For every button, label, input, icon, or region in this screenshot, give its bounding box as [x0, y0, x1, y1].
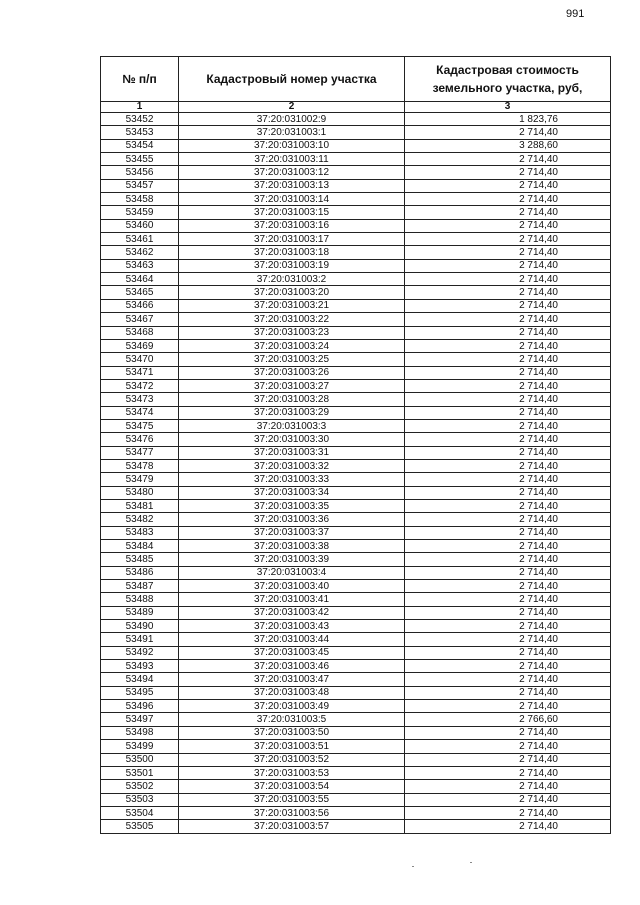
cadastral-number-cell: 37:20:031003:1 — [179, 126, 405, 139]
row-index-cell: 53466 — [101, 299, 179, 312]
row-index-cell: 53498 — [101, 726, 179, 739]
cadastral-number-cell: 37:20:031003:21 — [179, 299, 405, 312]
cadastral-number-cell: 37:20:031003:28 — [179, 393, 405, 406]
cadastral-value-cell: 1 823,76 — [405, 113, 611, 126]
table-row — [101, 406, 611, 419]
row-index-cell: 53458 — [101, 193, 179, 206]
cadastral-number-cell: 37:20:031003:52 — [179, 753, 405, 766]
cadastral-value-cell: 2 714,40 — [405, 673, 611, 686]
table-row — [101, 433, 611, 446]
cadastral-number-cell: 37:20:031003:46 — [179, 660, 405, 673]
row-index-cell: 53462 — [101, 246, 179, 259]
cadastral-value-cell: 2 714,40 — [405, 686, 611, 699]
row-index-cell: 53490 — [101, 620, 179, 633]
scan-speck — [470, 862, 472, 863]
table-row — [101, 486, 611, 499]
row-index-cell: 53482 — [101, 513, 179, 526]
cadastral-value-cell: 2 714,40 — [405, 126, 611, 139]
cadastral-number-cell: 37:20:031003:23 — [179, 326, 405, 339]
table-row — [101, 713, 611, 726]
table-row — [101, 126, 611, 139]
table-row — [101, 379, 611, 392]
row-index-cell: 53464 — [101, 273, 179, 286]
cadastral-number-cell: 37:20:031003:56 — [179, 806, 405, 819]
cadastral-value-cell: 2 714,40 — [405, 780, 611, 793]
cadastral-value-cell: 2 714,40 — [405, 700, 611, 713]
table-row — [101, 339, 611, 352]
cadastral-value-cell: 2 714,40 — [405, 820, 611, 833]
cadastral-number-cell: 37:20:031003:5 — [179, 713, 405, 726]
cadastral-value-cell: 2 714,40 — [405, 233, 611, 246]
table-row — [101, 686, 611, 699]
table-body — [101, 113, 611, 834]
cadastral-number-cell: 37:20:031003:40 — [179, 580, 405, 593]
cadastral-value-cell: 2 714,40 — [405, 339, 611, 352]
row-index-cell: 53468 — [101, 326, 179, 339]
cadastral-value-cell: 2 714,40 — [405, 193, 611, 206]
table-row — [101, 419, 611, 432]
cadastral-value-cell: 2 714,40 — [405, 406, 611, 419]
table-row — [101, 459, 611, 472]
row-index-cell: 53505 — [101, 820, 179, 833]
row-index-cell: 53496 — [101, 700, 179, 713]
table-row — [101, 540, 611, 553]
header-index: № п/п — [101, 57, 179, 102]
table-row — [101, 139, 611, 152]
row-index-cell: 53499 — [101, 740, 179, 753]
cadastral-value-cell: 2 714,40 — [405, 246, 611, 259]
cadastral-number-cell: 37:20:031003:51 — [179, 740, 405, 753]
table-row — [101, 206, 611, 219]
cadastral-number-cell: 37:20:031003:54 — [179, 780, 405, 793]
cadastral-number-cell: 37:20:031003:35 — [179, 499, 405, 512]
table-row — [101, 246, 611, 259]
row-index-cell: 53452 — [101, 113, 179, 126]
row-index-cell: 53457 — [101, 179, 179, 192]
row-index-cell: 53463 — [101, 259, 179, 272]
table-row — [101, 633, 611, 646]
cadastral-number-cell: 37:20:031003:15 — [179, 206, 405, 219]
cadastral-value-cell: 2 714,40 — [405, 273, 611, 286]
cadastral-number-cell: 37:20:031003:43 — [179, 620, 405, 633]
cadastral-value-cell: 2 714,40 — [405, 646, 611, 659]
cadastral-number-cell: 37:20:031003:47 — [179, 673, 405, 686]
cadastral-value-cell: 2 714,40 — [405, 753, 611, 766]
cadastral-value-cell: 2 714,40 — [405, 299, 611, 312]
table-row — [101, 553, 611, 566]
cadastral-value-cell: 2 714,40 — [405, 526, 611, 539]
cadastral-number-cell: 37:20:031003:27 — [179, 379, 405, 392]
row-index-cell: 53492 — [101, 646, 179, 659]
row-index-cell: 53485 — [101, 553, 179, 566]
table-row — [101, 513, 611, 526]
row-index-cell: 53459 — [101, 206, 179, 219]
cadastral-number-cell: 37:20:031003:34 — [179, 486, 405, 499]
table-row — [101, 593, 611, 606]
cadastral-number-cell: 37:20:031003:44 — [179, 633, 405, 646]
table-row — [101, 366, 611, 379]
table-row — [101, 806, 611, 819]
column-number: 2 — [179, 102, 405, 113]
row-index-cell: 53488 — [101, 593, 179, 606]
cadastral-value-cell: 2 714,40 — [405, 259, 611, 272]
table-row — [101, 793, 611, 806]
cadastral-value-cell: 2 714,40 — [405, 166, 611, 179]
cadastral-value-cell: 2 714,40 — [405, 726, 611, 739]
cadastral-value-cell: 2 714,40 — [405, 806, 611, 819]
cadastral-value-cell: 2 714,40 — [405, 433, 611, 446]
row-index-cell: 53478 — [101, 459, 179, 472]
cadastral-number-cell: 37:20:031003:49 — [179, 700, 405, 713]
cadastral-value-cell: 2 714,40 — [405, 326, 611, 339]
cadastral-number-cell: 37:20:031003:10 — [179, 139, 405, 152]
row-index-cell: 53500 — [101, 753, 179, 766]
table-row — [101, 233, 611, 246]
cadastral-value-cell: 2 714,40 — [405, 419, 611, 432]
cadastral-value-cell: 2 714,40 — [405, 313, 611, 326]
cadastral-value-cell: 2 714,40 — [405, 459, 611, 472]
row-index-cell: 53472 — [101, 379, 179, 392]
cadastral-value-cell: 2 714,40 — [405, 633, 611, 646]
cadastral-value-cell: 2 714,40 — [405, 473, 611, 486]
scan-speck — [412, 866, 414, 867]
row-index-cell: 53474 — [101, 406, 179, 419]
table-row — [101, 393, 611, 406]
cadastral-number-cell: 37:20:031003:38 — [179, 540, 405, 553]
cadastral-number-cell: 37:20:031003:42 — [179, 606, 405, 619]
row-index-cell: 53486 — [101, 566, 179, 579]
table-row — [101, 566, 611, 579]
table-header-row — [101, 57, 611, 102]
table-row — [101, 646, 611, 659]
cadastral-number-cell: 37:20:031003:3 — [179, 419, 405, 432]
cadastral-value-cell: 2 714,40 — [405, 353, 611, 366]
cadastral-number-cell: 37:20:031003:36 — [179, 513, 405, 526]
cadastral-number-cell: 37:20:031003:2 — [179, 273, 405, 286]
row-index-cell: 53476 — [101, 433, 179, 446]
cadastral-number-cell: 37:20:031003:45 — [179, 646, 405, 659]
cadastral-value-cell: 2 714,40 — [405, 206, 611, 219]
table-row — [101, 179, 611, 192]
row-index-cell: 53484 — [101, 540, 179, 553]
table-row — [101, 273, 611, 286]
table-row — [101, 780, 611, 793]
cadastral-number-cell: 37:20:031003:53 — [179, 766, 405, 779]
row-index-cell: 53493 — [101, 660, 179, 673]
cadastral-value-cell: 2 714,40 — [405, 286, 611, 299]
row-index-cell: 53460 — [101, 219, 179, 232]
row-index-cell: 53455 — [101, 153, 179, 166]
row-index-cell: 53479 — [101, 473, 179, 486]
table-row — [101, 766, 611, 779]
cadastral-value-cell: 2 714,40 — [405, 153, 611, 166]
column-number: 1 — [101, 102, 179, 113]
cadastral-value-cell: 2 714,40 — [405, 540, 611, 553]
column-number: 3 — [405, 102, 611, 113]
cadastral-value-cell: 2 714,40 — [405, 593, 611, 606]
table-row — [101, 740, 611, 753]
cadastral-number-cell: 37:20:031003:14 — [179, 193, 405, 206]
row-index-cell: 53480 — [101, 486, 179, 499]
table-row — [101, 446, 611, 459]
cadastral-value-cell: 2 714,40 — [405, 580, 611, 593]
table-row — [101, 606, 611, 619]
table-row — [101, 326, 611, 339]
row-index-cell: 53470 — [101, 353, 179, 366]
table-row — [101, 580, 611, 593]
cadastral-number-cell: 37:20:031003:39 — [179, 553, 405, 566]
table-row — [101, 620, 611, 633]
table-row — [101, 259, 611, 272]
table-row — [101, 353, 611, 366]
cadastral-number-cell: 37:20:031003:57 — [179, 820, 405, 833]
cadastral-number-cell: 37:20:031003:25 — [179, 353, 405, 366]
cadastral-number-cell: 37:20:031003:33 — [179, 473, 405, 486]
cadastral-value-cell: 2 714,40 — [405, 766, 611, 779]
cadastral-number-cell: 37:20:031003:37 — [179, 526, 405, 539]
table-row — [101, 113, 611, 126]
cadastral-number-cell: 37:20:031003:26 — [179, 366, 405, 379]
table-row — [101, 820, 611, 833]
cadastral-number-cell: 37:20:031002:9 — [179, 113, 405, 126]
cadastral-number-cell: 37:20:031003:18 — [179, 246, 405, 259]
cadastral-number-cell: 37:20:031003:17 — [179, 233, 405, 246]
cadastral-value-cell: 2 714,40 — [405, 513, 611, 526]
row-index-cell: 53461 — [101, 233, 179, 246]
cadastral-number-cell: 37:20:031003:12 — [179, 166, 405, 179]
cadastral-number-cell: 37:20:031003:4 — [179, 566, 405, 579]
row-index-cell: 53477 — [101, 446, 179, 459]
row-index-cell: 53475 — [101, 419, 179, 432]
row-index-cell: 53465 — [101, 286, 179, 299]
cadastral-number-cell: 37:20:031003:31 — [179, 446, 405, 459]
row-index-cell: 53483 — [101, 526, 179, 539]
row-index-cell: 53501 — [101, 766, 179, 779]
cadastral-value-cell: 2 714,40 — [405, 219, 611, 232]
cadastral-value-cell: 2 714,40 — [405, 740, 611, 753]
table-row — [101, 660, 611, 673]
cadastral-value-cell: 2 714,40 — [405, 379, 611, 392]
cadastral-value-cell: 2 714,40 — [405, 366, 611, 379]
cadastral-value-cell: 2 714,40 — [405, 620, 611, 633]
cadastral-table — [100, 56, 611, 834]
table-row — [101, 153, 611, 166]
row-index-cell: 53453 — [101, 126, 179, 139]
cadastral-value-cell: 2 714,40 — [405, 499, 611, 512]
cadastral-number-cell: 37:20:031003:30 — [179, 433, 405, 446]
cadastral-value-cell: 2 714,40 — [405, 566, 611, 579]
table-row — [101, 473, 611, 486]
table-row — [101, 726, 611, 739]
row-index-cell: 53473 — [101, 393, 179, 406]
table-row — [101, 193, 611, 206]
table-row — [101, 299, 611, 312]
header-cadastral-number: Кадастровый номер участка — [179, 57, 405, 102]
row-index-cell: 53469 — [101, 339, 179, 352]
cadastral-number-cell: 37:20:031003:22 — [179, 313, 405, 326]
table-row — [101, 313, 611, 326]
row-index-cell: 53489 — [101, 606, 179, 619]
row-index-cell: 53487 — [101, 580, 179, 593]
cadastral-value-cell: 2 714,40 — [405, 393, 611, 406]
row-index-cell: 53502 — [101, 780, 179, 793]
row-index-cell: 53481 — [101, 499, 179, 512]
table-row — [101, 219, 611, 232]
cadastral-value-cell: 2 714,40 — [405, 660, 611, 673]
row-index-cell: 53497 — [101, 713, 179, 726]
cadastral-number-cell: 37:20:031003:32 — [179, 459, 405, 472]
cadastral-value-cell: 2 714,40 — [405, 179, 611, 192]
table-row — [101, 753, 611, 766]
cadastral-number-cell: 37:20:031003:16 — [179, 219, 405, 232]
cadastral-number-cell: 37:20:031003:29 — [179, 406, 405, 419]
table-row — [101, 700, 611, 713]
cadastral-number-cell: 37:20:031003:24 — [179, 339, 405, 352]
header-cadastral-value: Кадастровая стоимость земельного участка, руб, — [405, 57, 611, 102]
table-row — [101, 673, 611, 686]
cadastral-number-cell: 37:20:031003:11 — [179, 153, 405, 166]
row-index-cell: 53456 — [101, 166, 179, 179]
cadastral-number-cell: 37:20:031003:50 — [179, 726, 405, 739]
cadastral-value-cell: 2 714,40 — [405, 446, 611, 459]
table-row — [101, 286, 611, 299]
cadastral-value-cell: 3 288,60 — [405, 139, 611, 152]
cadastral-value-cell: 2 714,40 — [405, 553, 611, 566]
row-index-cell: 53491 — [101, 633, 179, 646]
table-row — [101, 499, 611, 512]
cadastral-number-cell: 37:20:031003:20 — [179, 286, 405, 299]
cadastral-value-cell: 2 766,60 — [405, 713, 611, 726]
cadastral-number-cell: 37:20:031003:55 — [179, 793, 405, 806]
cadastral-number-cell: 37:20:031003:41 — [179, 593, 405, 606]
table-row — [101, 526, 611, 539]
row-index-cell: 53471 — [101, 366, 179, 379]
row-index-cell: 53495 — [101, 686, 179, 699]
cadastral-number-cell: 37:20:031003:19 — [179, 259, 405, 272]
cadastral-number-cell: 37:20:031003:48 — [179, 686, 405, 699]
cadastral-number-cell: 37:20:031003:13 — [179, 179, 405, 192]
row-index-cell: 53467 — [101, 313, 179, 326]
page-number: 991 — [566, 8, 585, 20]
table-row — [101, 166, 611, 179]
row-index-cell: 53494 — [101, 673, 179, 686]
row-index-cell: 53504 — [101, 806, 179, 819]
cadastral-value-cell: 2 714,40 — [405, 793, 611, 806]
cadastral-value-cell: 2 714,40 — [405, 606, 611, 619]
cadastral-value-cell: 2 714,40 — [405, 486, 611, 499]
row-index-cell: 53503 — [101, 793, 179, 806]
column-number-row — [101, 102, 611, 113]
row-index-cell: 53454 — [101, 139, 179, 152]
